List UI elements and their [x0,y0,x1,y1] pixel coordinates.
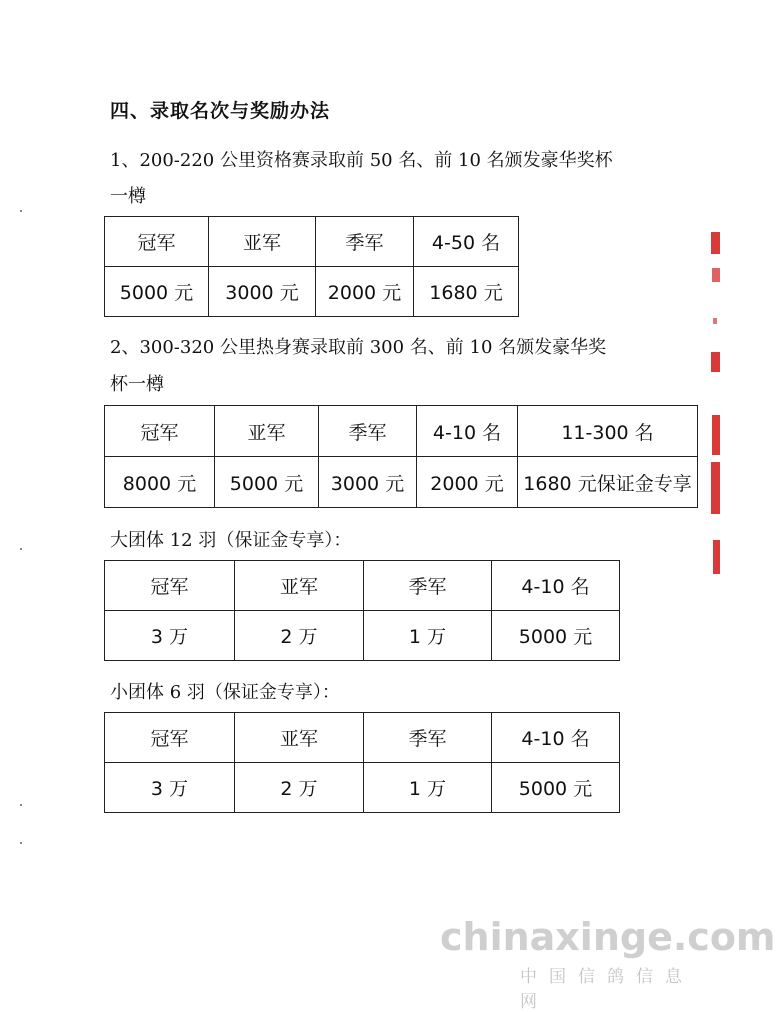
table-cell: 亚军 [235,713,364,763]
table-cell: 2 万 [235,611,364,661]
edge-mark [711,352,720,372]
edge-mark [712,415,720,455]
table-cell: 1680 元保证金专享 [518,457,698,508]
watermark-logo: chinaxinge.com [440,915,776,959]
table-cell: 4-10 名 [492,561,620,611]
table-cell: 4-10 名 [417,406,518,457]
edge-mark [713,318,717,324]
table-cell: 冠军 [105,713,235,763]
table-row [105,763,620,813]
award-table-1 [104,216,519,317]
table-cell: 季军 [364,561,492,611]
scan-speck [20,210,22,212]
scan-speck [20,842,22,844]
scan-speck [20,804,22,806]
table-row [105,267,519,317]
scan-speck [20,548,22,550]
table-cell: 2 万 [235,763,364,813]
award-table-2 [104,405,698,508]
section1-line2: 一樽 [110,186,146,207]
table-cell: 1 万 [364,611,492,661]
table-cell: 3000 元 [319,457,417,508]
table-cell: 亚军 [235,561,364,611]
watermark-subtitle: 中国信鸽信息网 [520,967,694,1012]
table-cell: 5000 元 [215,457,319,508]
table-header-row [105,713,620,763]
table-cell: 亚军 [209,217,316,267]
table-cell: 4-50 名 [414,217,519,267]
section1-line1: 1、200-220 公里资格赛录取前 50 名、前 10 名颁发豪华奖杯 [110,150,613,171]
table-cell: 4-10 名 [492,713,620,763]
table-cell: 冠军 [105,561,235,611]
award-table-4 [104,712,620,813]
table-cell: 2000 元 [417,457,518,508]
table-cell: 1 万 [364,763,492,813]
table-cell: 11-300 名 [518,406,698,457]
table-cell: 5000 元 [105,267,209,317]
table-header-row [105,217,519,267]
section4-line1: 小团体 6 羽（保证金专享）： [110,682,340,703]
table-cell: 季军 [364,713,492,763]
table-cell: 3 万 [105,611,235,661]
section2-line2: 杯一樽 [110,374,164,395]
table-cell: 季军 [316,217,414,267]
table-cell: 1680 元 [414,267,519,317]
table-cell: 2000 元 [316,267,414,317]
section3-line1: 大团体 12 羽（保证金专享）： [110,530,352,551]
table-cell: 5000 元 [492,763,620,813]
table-cell: 冠军 [105,217,209,267]
section2-line1: 2、300-320 公里热身赛录取前 300 名、前 10 名颁发豪华奖 [110,337,607,358]
edge-mark [711,462,720,514]
table-cell: 3000 元 [209,267,316,317]
table-header-row [105,561,620,611]
table-cell: 亚军 [215,406,319,457]
edge-mark [712,268,720,282]
award-table-3 [104,560,620,661]
table-row [105,611,620,661]
table-cell: 8000 元 [105,457,215,508]
edge-mark [713,540,720,574]
edge-mark [711,232,720,254]
table-cell: 5000 元 [492,611,620,661]
table-cell: 季军 [319,406,417,457]
table-cell: 3 万 [105,763,235,813]
table-row [105,457,698,508]
table-cell: 冠军 [105,406,215,457]
section-heading: 四、录取名次与奖励办法 [110,100,331,122]
table-header-row [105,406,698,457]
